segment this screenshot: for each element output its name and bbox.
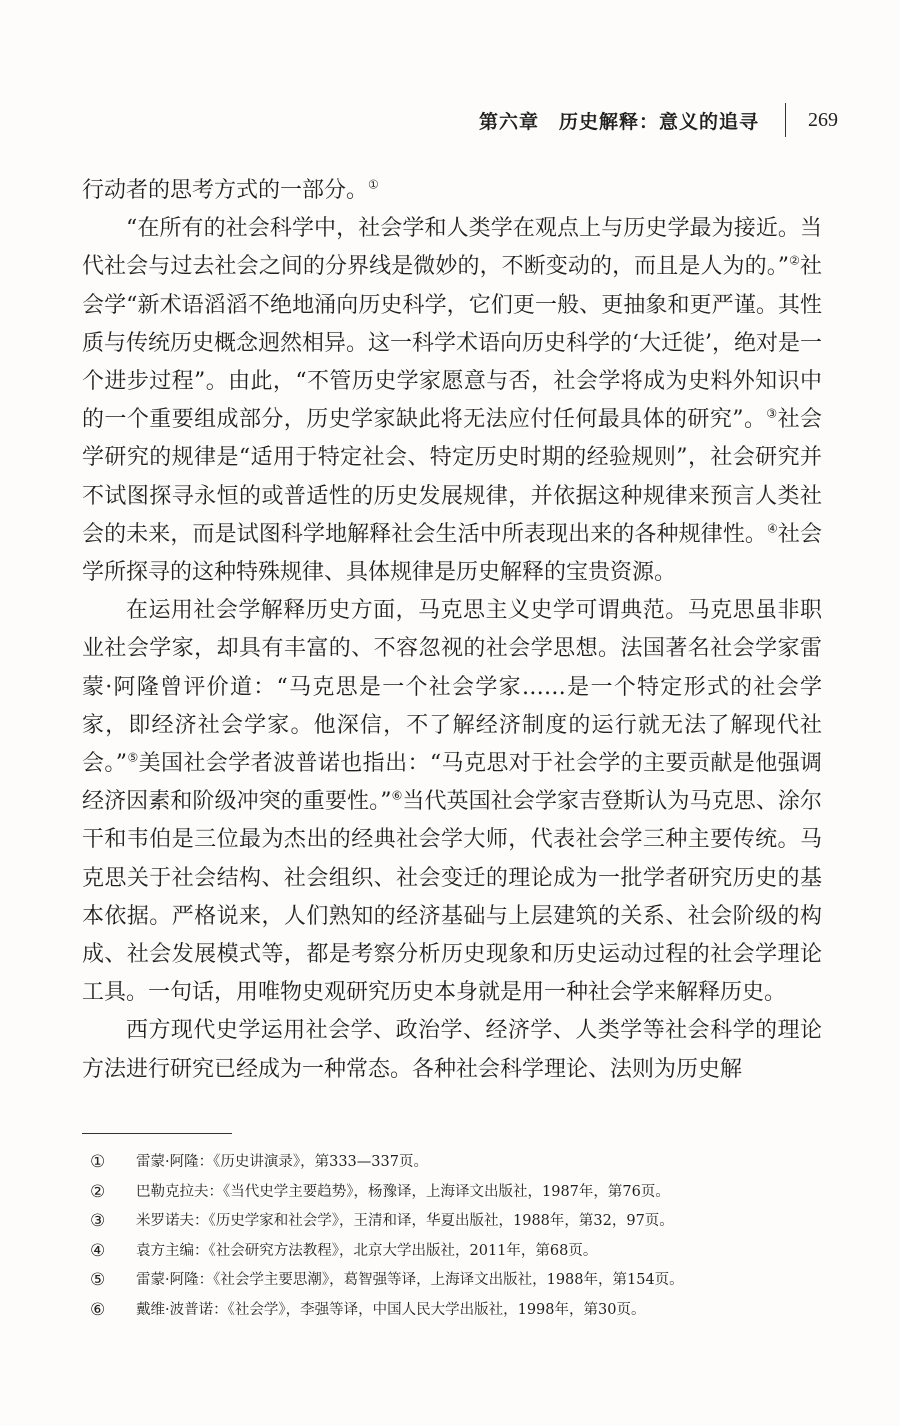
footnote-mark: ② (90, 1181, 106, 1202)
footnote-reference[interactable]: ⑥ (391, 788, 403, 803)
footnote-mark: ④ (90, 1240, 106, 1261)
footnote-mark: ⑤ (90, 1270, 106, 1291)
footnote-text: 巴勒克拉夫：《当代史学主要趋势》，杨豫译，上海译文出版社，1987年，第76页。 (136, 1183, 670, 1200)
paragraph-text: “在所有的社会科学中，社会学和人类学在观点上与历史学最为接近。当代社会与过去社会之间的分界线是微妙的，不断变动的，而且是人为的。” (82, 216, 822, 280)
footnote-item (90, 1148, 830, 1178)
running-header (479, 103, 838, 137)
page-number: 269 (808, 108, 838, 131)
footnote-item (90, 1296, 830, 1326)
paragraph-text: 社会学研究的规律是“适用于特定社会、特定历史时期的经验规则”，社会研究并不试图探寻永恒的或普适性的历史发展规律，并依据这种规律来预言人类社会的未来，而是试图科学地解释社会生活中所表现出来的各种规律性。 (82, 407, 822, 547)
footnote-item (90, 1178, 830, 1208)
footnote-reference[interactable]: ③ (766, 406, 778, 421)
paragraph-text: 美国社会学者波普诺也指出：“马克思对于社会学的主要贡献是他强调经济因素和阶级冲突的重要性。” (82, 751, 823, 815)
paragraph-text: 社会学所探寻的这种特殊规律、具体规律是历史解释的宝贵资源。 (82, 521, 822, 586)
chapter-title: 第六章 历史解释：意义的追寻 (478, 110, 759, 133)
body-paragraph (82, 210, 822, 592)
paragraph-text: 西方现代史学运用社会学、政治学、经济学、人类学等社会科学的理论方法进行研究已经成为一种常态。各种社会科学理论、法则为历史解 (82, 1018, 822, 1082)
paragraph-text: 行动者的思考方式的一部分。 (82, 178, 369, 203)
body-paragraph (82, 1012, 822, 1088)
footnote-reference[interactable]: ① (368, 177, 379, 192)
paragraph-text: 当代英国社会学家吉登斯认为马克思、涂尔干和韦伯是三位最为杰出的经典社会学大师，代表社会学三种主要传统。马克思关于社会结构、社会组织、社会变迁的理论成为一批学者研究历史的基本依据。严格说来，人们熟知的经济基础与上层建筑的关系、社会阶级的构成、社会发展模式等，都是考察分析历史现象和历史运动过程的社会学理论工具。一句话，用唯物史观研究历史本身就是用一种社会学来解释历史。 (82, 789, 822, 1006)
header-divider (785, 103, 786, 137)
footnote-item (90, 1237, 830, 1267)
footnote-mark: ③ (90, 1211, 106, 1232)
paragraph-text: 社会学“新术语滔滔不绝地涌向历史科学，它们更一般、更抽象和更严谨。其性质与传统历史概念迥然相异。这一科学术语向历史科学的‘大迁徙’，绝对是一个进步过程”。由此，“不管历史学家愿意与否，社会学将成为史料外知识中的一个重要组成部分，历史学家缺此将无法应付任何最具体的研究”。 (82, 254, 822, 433)
footnote-text: 米罗诺夫：《历史学家和社会学》，王清和译，华夏出版社，1988年，第32，97页。 (136, 1213, 674, 1230)
body-paragraph (82, 592, 822, 1012)
footnote-reference[interactable]: ④ (767, 521, 778, 536)
footnote-mark: ① (90, 1152, 106, 1172)
footnote-item (90, 1266, 830, 1296)
body-text (82, 172, 822, 1089)
footnote-item (90, 1207, 830, 1237)
footnote-divider (82, 1133, 232, 1134)
footnote-text: 戴维·波普诺：《社会学》，李强等译，中国人民大学出版社，1998年，第30页。 (136, 1301, 646, 1318)
footnote-reference[interactable]: ⑤ (127, 750, 139, 765)
body-paragraph (82, 172, 822, 210)
footnote-text: 雷蒙·阿隆：《历史讲演录》，第333—337页。 (136, 1154, 428, 1170)
footnotes (90, 1148, 830, 1326)
footnote-text: 袁方主编：《社会研究方法教程》，北京大学出版社，2011年，第68页。 (136, 1242, 598, 1259)
footnote-mark: ⑥ (90, 1299, 106, 1320)
paragraph-text: 在运用社会学解释历史方面，马克思主义史学可谓典范。马克思虽非职业社会学家，却具有丰富的、不容忽视的社会学思想。法国著名社会学家雷蒙·阿隆曾评价道：“马克思是一个社会学家……是一个特定形式的社会学家，即经济社会学家。他深信，不了解经济制度的运行就无法了解现代社会。” (82, 598, 822, 777)
footnote-text: 雷蒙·阿隆：《社会学主要思潮》，葛智强等译，上海译文出版社，1988年，第154页。 (136, 1272, 684, 1289)
footnote-reference[interactable]: ② (789, 254, 800, 269)
